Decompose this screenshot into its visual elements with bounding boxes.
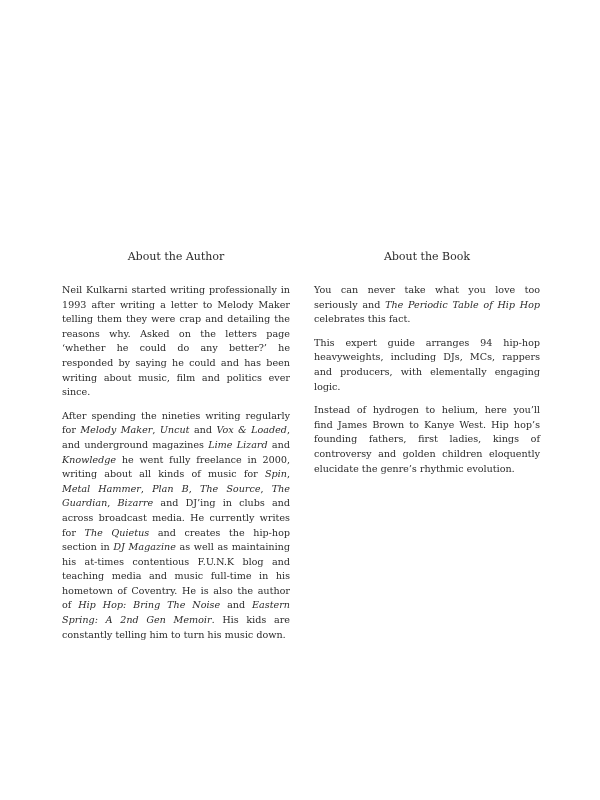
body-paragraph (62, 284, 290, 401)
italic-title-text: The Quietus (84, 527, 150, 539)
paragraph-text: . His kids are constantly telling him to turn his music down. (62, 615, 290, 641)
body-paragraph (314, 337, 540, 395)
about-the-author-heading: About the Author (127, 250, 225, 263)
paragraph-text: , (260, 483, 272, 495)
about-the-author-section (62, 250, 290, 652)
paragraph-text: and (267, 439, 290, 451)
italic-title-text: Melody Maker (80, 425, 153, 437)
body-paragraph (314, 404, 540, 477)
italic-title-text: DJ Magazine (113, 542, 176, 554)
paragraph-text: Instead of hydrogen to helium, here you’ll find James Brown to Kanye West. Hip hop’s founding fathers, first ladies, kings of controversy and golden children eloquently elucidate the genre’s rhythmic evolution. (314, 405, 540, 475)
paragraph-text: , (188, 483, 200, 495)
italic-title-text: Hip Hop: Bring The Noise (78, 600, 221, 612)
paragraph-text: , and underground magazines (62, 425, 291, 451)
paragraph-text: and DJ’ing in clubs and across broadcast media. He currently writes for (62, 498, 290, 539)
about-the-book-body (314, 284, 540, 477)
paragraph-text: , (107, 498, 118, 510)
paragraph-text: Neil Kulkarni started writing professionally in 1993 after writing a letter to Melody Maker telling them they were crap and detailing the reasons why. Asked on the letters page ‘whether he could do any better?’ he responded by saying he could and has been writing about music, film and politics ever since. (62, 285, 290, 399)
paragraph-text: and (220, 600, 253, 612)
italic-title-text: Spin (264, 469, 287, 481)
italic-title-text: Bizarre (117, 498, 154, 510)
paragraph-text: , (286, 469, 290, 481)
paragraph-text: , (152, 425, 160, 437)
paragraph-text: and (189, 425, 217, 437)
italic-title-text: The Source (199, 483, 261, 495)
italic-title-text: Uncut (159, 425, 190, 437)
paragraph-text: as well as maintaining his at-times contentious F.U.N.K blog and teaching media and music full-time in his hometown of Coventry. He is also the author of (62, 542, 290, 612)
paragraph-text: celebrates this fact. (314, 314, 411, 326)
body-paragraph (62, 410, 290, 644)
italic-title-text: Knowledge (62, 454, 117, 466)
body-paragraph (314, 284, 540, 328)
about-the-book-heading: About the Book (383, 250, 471, 263)
italic-title-text: The Guardian (62, 483, 290, 510)
italic-title-text: Metal Hammer (62, 483, 141, 495)
about-the-author-body (62, 284, 290, 643)
italic-title-text: Vox & Loaded (216, 425, 287, 437)
paragraph-text: , (140, 483, 153, 495)
paragraph-text: he went fully freelance in 2000, writing about all kinds of music for (62, 454, 290, 481)
about-the-book-section (314, 250, 540, 486)
paragraph-text: After spending the nineties writing regularly for (62, 410, 290, 437)
paragraph-text: This expert guide arranges 94 hip-hop heavyweights, including DJs, MCs, rappers and producers, with elementally engaging logic. (314, 337, 540, 393)
italic-title-text: Lime Lizard (208, 439, 268, 451)
paragraph-text: and creates the hip-hop section in (62, 527, 290, 554)
paragraph-text: You can never take what you love too seriously and (314, 285, 540, 311)
italic-title-text: Plan B (152, 483, 189, 495)
italic-title-text: Eastern Spring: A 2nd Gen Memoir (62, 600, 290, 627)
italic-title-text: The Periodic Table of Hip Hop (385, 299, 541, 311)
